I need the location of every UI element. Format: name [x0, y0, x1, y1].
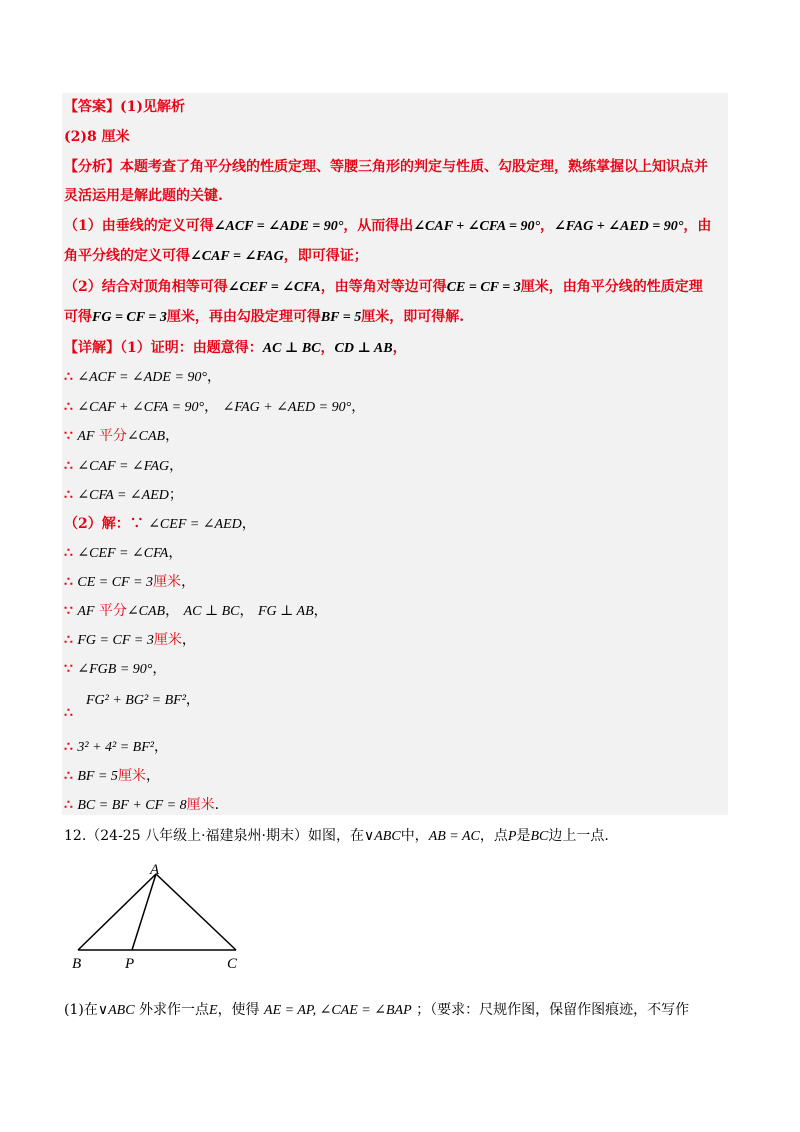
text: （2）结合对顶角相等可得 [64, 279, 228, 295]
question-number: 12. [64, 828, 87, 844]
math: AC ⊥ BC [262, 341, 321, 356]
triangle-figure [70, 860, 260, 975]
therefore-symbol: ∴ [64, 369, 73, 385]
math: BC [530, 829, 549, 844]
detail-step-11: ∵ ∠FGB = 90°， [64, 661, 167, 677]
text: 边上一点. [548, 828, 609, 844]
detail-step-7: ∴ ∠CEF = ∠CFA， [64, 545, 183, 561]
text: （2）解： [64, 516, 130, 532]
detail-step-8: ∴ CE = CF = 3厘米， [64, 574, 196, 590]
math: AE = AP, ∠CAE = ∠BAP [264, 1003, 412, 1018]
unit-text: 厘米 [153, 632, 182, 648]
text: 中， [400, 828, 429, 844]
text: ，从而得出 [343, 218, 414, 234]
label-a: A [150, 862, 160, 878]
detail-step-5: ∴ ∠CFA = ∠AED； [64, 487, 183, 503]
detail-step-13: ∴ 3² + 4² = BF²， [64, 739, 168, 755]
math: ∠FAG + ∠AED = 90° [222, 400, 352, 415]
text: 角平分线的定义可得 [64, 248, 190, 264]
math: ∨ABC [363, 829, 401, 844]
math: AB = AC [428, 829, 480, 844]
math: ∠CAF = ∠FAG [77, 459, 170, 474]
math: FG = CF = 3 [77, 633, 154, 648]
text: 平分 [98, 603, 127, 619]
detail-step-3: ∵ AF 平分∠CAB， [64, 428, 180, 444]
detail-tag: 【详解】 [64, 340, 120, 356]
math: BF = 5 [320, 310, 362, 325]
analysis-line-1 [64, 157, 708, 177]
analysis-text-1: 本题考查了角平分线的性质定理、等腰三角形的判定与性质、勾股定理，熟练掌握以上知识点并 [120, 159, 708, 175]
math: AC ⊥ BC [183, 604, 240, 619]
text: 外求作一点 [139, 1002, 209, 1018]
text: ，由 [683, 218, 712, 234]
text: 是 [516, 828, 531, 844]
because-symbol: ∵ [129, 516, 144, 532]
detail-step-6: （2）解：∵ ∠CEF = ∠AED， [64, 516, 256, 532]
because-symbol: ∵ [64, 428, 73, 444]
answer-tag: 【答案】 [64, 99, 120, 115]
text: 可得 [64, 309, 92, 325]
math: ∠CAB [126, 604, 166, 619]
therefore-symbol: ∴ [64, 632, 73, 648]
text: ，使得 [217, 1002, 260, 1018]
math: E [209, 1003, 218, 1018]
math: ∠CAF + ∠CFA = 90° [77, 400, 205, 415]
answer-part1: (1)见解析 [120, 99, 185, 115]
math: AF [77, 604, 95, 619]
math: CD ⊥ AB [334, 341, 393, 356]
therefore-symbol: ∴ [64, 487, 73, 503]
text: 平分 [98, 428, 127, 444]
detail-step-1: ∴ ∠ACF = ∠ADE = 90°， [64, 369, 221, 385]
answer-part2: (2)8 厘米 [64, 129, 130, 145]
analysis-p2-line-2 [64, 307, 464, 328]
analysis-tag: 【分析】 [64, 159, 120, 175]
math: ∠ACF = ∠ADE = 90° [77, 370, 207, 385]
question-text: （24-25 八年级上·福建泉州·期末）如图，在 [86, 828, 364, 844]
analysis-p1-line-1 [64, 216, 711, 237]
math: FG² + BG² = BF² [86, 693, 186, 708]
unit-text: 厘米 [153, 574, 182, 590]
text: 厘米，再由勾股定理可得 [166, 309, 321, 325]
therefore-symbol: ∴ [64, 399, 73, 415]
text: ，由等角对等边可得 [320, 279, 447, 295]
math: ∠CEF = ∠AED [148, 517, 242, 532]
math: ∠CAF = ∠FAG [190, 249, 284, 264]
math: ∠CEF = ∠CFA [77, 546, 169, 561]
detail-line-intro: 【详解】（1）证明：由题意得：AC ⊥ BC，CD ⊥ AB， [64, 340, 407, 356]
math: P [507, 829, 517, 844]
detail-step-12-symbol [64, 703, 73, 723]
math: ∨ABC [97, 1003, 135, 1018]
math: ∠FAG + ∠AED = 90° [554, 219, 684, 234]
detail-step-9: ∵ AF 平分∠CAB， AC ⊥ BC， FG ⊥ AB， [64, 603, 328, 619]
detail-step-15: ∴ BC = BF + CF = 8厘米. [64, 797, 220, 813]
because-symbol: ∵ [64, 661, 73, 677]
analysis-p2-line-1 [64, 277, 703, 298]
text: ，点 [479, 828, 508, 844]
label-p: P [125, 956, 135, 972]
edge-ac [156, 874, 236, 950]
analysis-text-2: 灵活运用是解此题的关键. [64, 188, 223, 204]
text: ；（要求：尺规作图，保留作图痕迹，不写作 [416, 1002, 690, 1018]
question-12-part-1 [64, 1000, 689, 1021]
answer-line-2 [64, 127, 130, 147]
math: FG ⊥ AB [257, 604, 314, 619]
math: ∠CEF = ∠CFA [227, 280, 321, 295]
detail-step-4: ∴ ∠CAF = ∠FAG， [64, 458, 184, 474]
math: AF [77, 429, 95, 444]
detail-step-2: ∴ ∠CAF + ∠CFA = 90°， ∠FAG + ∠AED = 90°， [64, 399, 366, 415]
math: ∠CAB [126, 429, 166, 444]
label-b: B [72, 956, 82, 972]
text: 厘米，即可得解. [361, 309, 465, 325]
math: ∠CAF + ∠CFA = 90° [413, 219, 541, 234]
label-c: C [227, 956, 238, 972]
analysis-line-2 [64, 186, 223, 206]
detail-step-14: ∴ BF = 5厘米， [64, 768, 160, 784]
therefore-symbol: ∴ [64, 458, 73, 474]
therefore-symbol: ∴ [64, 739, 73, 755]
text: （1）证明：由题意得： [120, 340, 263, 356]
unit-text: 厘米 [117, 768, 146, 784]
text: （1）由垂线的定义可得 [64, 218, 214, 234]
math: BF = 5 [77, 769, 118, 784]
answer-line-1 [64, 97, 185, 117]
math: CE = CF = 3 [446, 280, 521, 295]
unit-text: 厘米 [186, 797, 215, 813]
therefore-symbol: ∴ [64, 574, 73, 590]
analysis-p1-line-2 [64, 246, 368, 267]
therefore-symbol: ∴ [64, 797, 73, 813]
math: 3² + 4² = BF² [77, 740, 154, 755]
text: ， [540, 218, 555, 234]
therefore-symbol: ∴ [64, 545, 73, 561]
detail-step-12: FG² + BG² = BF²， [86, 692, 200, 708]
therefore-symbol: ∴ [64, 768, 73, 784]
text: (1)在 [64, 1002, 98, 1018]
math: ∠FGB = 90° [77, 662, 153, 677]
math: ∠ACF = ∠ADE = 90° [213, 219, 344, 234]
therefore-symbol: ∴ [64, 705, 73, 721]
math: BC = BF + CF = 8 [77, 798, 187, 813]
text: 厘米，由角平分线的性质定理 [520, 279, 703, 295]
detail-step-10: ∴ FG = CF = 3厘米， [64, 632, 196, 648]
question-12 [64, 826, 609, 847]
text: ，即可得证； [283, 248, 368, 264]
math: FG = CF = 3 [92, 310, 167, 325]
math: CE = CF = 3 [77, 575, 154, 590]
because-symbol: ∵ [64, 603, 73, 619]
math: ∠CFA = ∠AED [77, 488, 169, 503]
